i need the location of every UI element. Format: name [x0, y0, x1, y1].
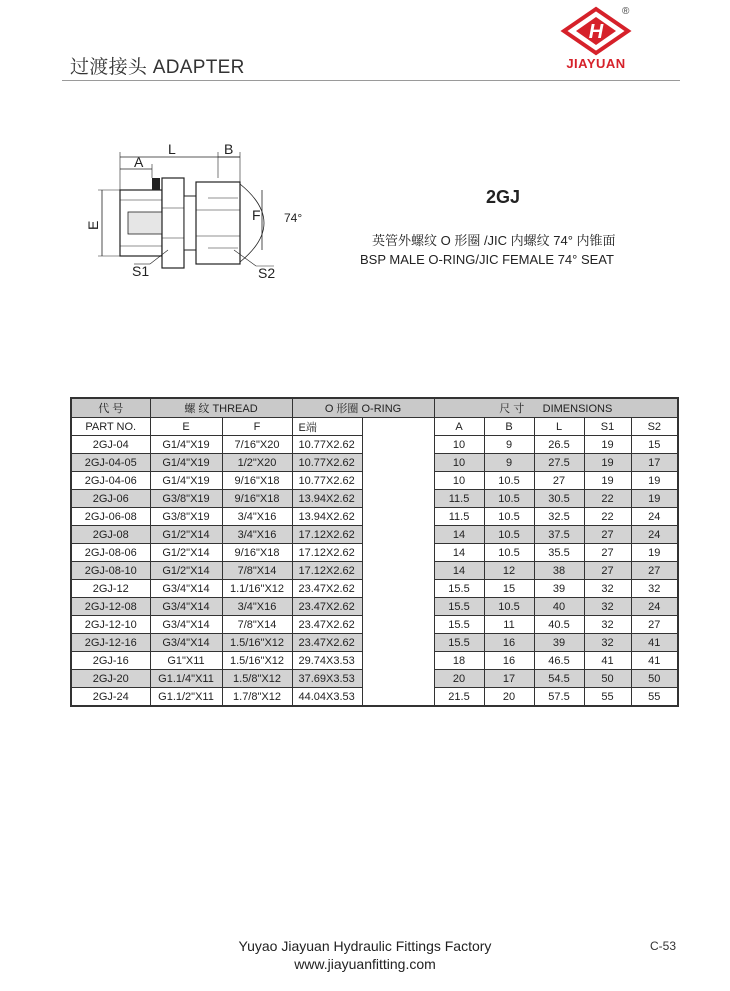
- cell-oring: 13.94X2.62: [292, 490, 362, 508]
- cell-part-no: 2GJ-20: [71, 670, 150, 688]
- cell-oring: 23.47X2.62: [292, 580, 362, 598]
- cell-s2: 19: [631, 544, 678, 562]
- cell-e: G3/8"X19: [150, 490, 222, 508]
- cell-s2: 24: [631, 508, 678, 526]
- dim-label-e: E: [85, 220, 101, 230]
- cell-gap: [362, 652, 434, 670]
- cell-s1: 27: [584, 562, 631, 580]
- brand-name: JIAYUAN: [566, 56, 626, 71]
- cell-e: G3/4"X14: [150, 580, 222, 598]
- cell-e: G1/2"X14: [150, 544, 222, 562]
- description-cn: 英管外螺纹 O 形圈 /JIC 内螺纹 74° 内锥面: [372, 233, 616, 248]
- cell-s1: 19: [584, 454, 631, 472]
- col-s1: S1: [584, 418, 631, 436]
- cell-a: 10: [434, 436, 484, 454]
- table-row: [71, 670, 678, 688]
- cell-f: 1.1/16"X12: [222, 580, 292, 598]
- cell-part-no: 2GJ-06: [71, 490, 150, 508]
- cell-b: 20: [484, 688, 534, 707]
- cell-gap: [362, 688, 434, 707]
- cell-a: 15.5: [434, 616, 484, 634]
- cell-b: 11: [484, 616, 534, 634]
- cell-b: 9: [484, 454, 534, 472]
- header-part: 代 号: [71, 398, 150, 418]
- table-row: [71, 526, 678, 544]
- col-b: B: [484, 418, 534, 436]
- footer-company: Yuyao Jiayuan Hydraulic Fittings Factory: [238, 938, 492, 954]
- cell-oring: 10.77X2.62: [292, 436, 362, 454]
- table-row: [71, 544, 678, 562]
- cell-s1: 22: [584, 508, 631, 526]
- page-number: C-53: [650, 939, 677, 953]
- cell-b: 9: [484, 436, 534, 454]
- cell-s2: 15: [631, 436, 678, 454]
- cell-gap: [362, 508, 434, 526]
- cell-l: 38: [534, 562, 584, 580]
- spec-table: [70, 397, 679, 707]
- cell-b: 16: [484, 634, 534, 652]
- logo-letter: H: [588, 21, 604, 43]
- cell-part-no: 2GJ-04-05: [71, 454, 150, 472]
- cell-b: 12: [484, 562, 534, 580]
- cell-part-no: 2GJ-08-06: [71, 544, 150, 562]
- cell-gap: [362, 634, 434, 652]
- cell-l: 39: [534, 634, 584, 652]
- col-f: F: [222, 418, 292, 436]
- cell-s1: 32: [584, 598, 631, 616]
- cell-s1: 19: [584, 436, 631, 454]
- cell-f: 3/4"X16: [222, 598, 292, 616]
- table-row: [71, 580, 678, 598]
- table-row: [71, 598, 678, 616]
- cell-f: 7/8"X14: [222, 562, 292, 580]
- cell-gap: [362, 436, 434, 454]
- cell-a: 15.5: [434, 598, 484, 616]
- cell-a: 20: [434, 670, 484, 688]
- cell-l: 26.5: [534, 436, 584, 454]
- cell-l: 32.5: [534, 508, 584, 526]
- header-divider: [62, 80, 680, 81]
- col-oring: E端: [292, 418, 362, 436]
- cell-f: 1.7/8"X12: [222, 688, 292, 707]
- cell-e: G1/2"X14: [150, 526, 222, 544]
- cell-b: 10.5: [484, 490, 534, 508]
- cell-s2: 50: [631, 670, 678, 688]
- cell-gap: [362, 490, 434, 508]
- cell-oring: 29.74X3.53: [292, 652, 362, 670]
- cell-f: 3/4"X16: [222, 508, 292, 526]
- cell-part-no: 2GJ-08: [71, 526, 150, 544]
- dim-label-angle: 74°: [284, 211, 303, 225]
- table-row: [71, 652, 678, 670]
- cell-a: 10: [434, 454, 484, 472]
- cell-e: G3/4"X14: [150, 616, 222, 634]
- cell-l: 54.5: [534, 670, 584, 688]
- cell-part-no: 2GJ-04-06: [71, 472, 150, 490]
- cell-s1: 32: [584, 634, 631, 652]
- cell-s1: 19: [584, 472, 631, 490]
- cell-a: 14: [434, 562, 484, 580]
- dim-label-a: A: [134, 154, 144, 170]
- table-row: [71, 508, 678, 526]
- cell-a: 18: [434, 652, 484, 670]
- header-dimensions: 尺 寸 DIMENSIONS: [434, 398, 678, 418]
- table-row: [71, 472, 678, 490]
- table-row: [71, 688, 678, 707]
- cell-f: 1.5/16"X12: [222, 634, 292, 652]
- cell-gap: [362, 580, 434, 598]
- cell-l: 39: [534, 580, 584, 598]
- cell-s2: 41: [631, 634, 678, 652]
- cell-b: 16: [484, 652, 534, 670]
- header-oring: O 形圈 O-RING: [292, 398, 434, 418]
- cell-f: 9/16"X18: [222, 472, 292, 490]
- cell-s2: 32: [631, 580, 678, 598]
- cell-gap: [362, 526, 434, 544]
- registered-mark: ®: [622, 6, 630, 17]
- cell-b: 10.5: [484, 508, 534, 526]
- cell-e: G1"X11: [150, 652, 222, 670]
- cell-e: G1/2"X14: [150, 562, 222, 580]
- cell-s1: 22: [584, 490, 631, 508]
- col-e: E: [150, 418, 222, 436]
- footer-website: www.jiayuanfitting.com: [294, 956, 436, 972]
- cell-oring: 37.69X3.53: [292, 670, 362, 688]
- cell-e: G1.1/4"X11: [150, 670, 222, 688]
- cell-a: 15.5: [434, 634, 484, 652]
- cell-b: 10.5: [484, 544, 534, 562]
- cell-b: 17: [484, 670, 534, 688]
- col-s2: S2: [631, 418, 678, 436]
- cell-part-no: 2GJ-24: [71, 688, 150, 707]
- cell-l: 46.5: [534, 652, 584, 670]
- cell-oring: 23.47X2.62: [292, 598, 362, 616]
- cell-s2: 19: [631, 472, 678, 490]
- cell-part-no: 2GJ-06-08: [71, 508, 150, 526]
- cell-oring: 44.04X3.53: [292, 688, 362, 707]
- cell-s2: 27: [631, 562, 678, 580]
- brand-logo: [556, 6, 636, 76]
- cell-b: 15: [484, 580, 534, 598]
- dim-label-f: F: [252, 207, 261, 223]
- dim-label-s2: S2: [258, 265, 276, 281]
- description-en: BSP MALE O-RING/JIC FEMALE 74° SEAT: [360, 252, 614, 267]
- cell-f: 9/16"X18: [222, 490, 292, 508]
- cell-s2: 17: [631, 454, 678, 472]
- cell-l: 27: [534, 472, 584, 490]
- cell-l: 27.5: [534, 454, 584, 472]
- model-code: 2GJ: [486, 187, 521, 207]
- col-part-no: PART NO.: [71, 418, 150, 436]
- cell-e: G1/4"X19: [150, 472, 222, 490]
- cell-part-no: 2GJ-08-10: [71, 562, 150, 580]
- cell-l: 30.5: [534, 490, 584, 508]
- cell-part-no: 2GJ-12-16: [71, 634, 150, 652]
- cell-s2: 41: [631, 652, 678, 670]
- table-row: [71, 490, 678, 508]
- cell-a: 10: [434, 472, 484, 490]
- cell-e: G1/4"X19: [150, 436, 222, 454]
- col-a: A: [434, 418, 484, 436]
- cell-f: 1.5/8"X12: [222, 670, 292, 688]
- cell-a: 14: [434, 526, 484, 544]
- col-gap: [362, 418, 434, 436]
- table-group-header-row: [71, 398, 678, 418]
- cell-oring: 23.47X2.62: [292, 616, 362, 634]
- cell-oring: 10.77X2.62: [292, 472, 362, 490]
- cell-oring: 10.77X2.62: [292, 454, 362, 472]
- table-row: [71, 562, 678, 580]
- cell-gap: [362, 454, 434, 472]
- cell-gap: [362, 544, 434, 562]
- cell-s1: 41: [584, 652, 631, 670]
- page-title: 过渡接头 ADAPTER: [70, 57, 245, 78]
- table-column-header-row: [71, 418, 678, 436]
- cell-part-no: 2GJ-12-10: [71, 616, 150, 634]
- cell-s2: 19: [631, 490, 678, 508]
- fitting-drawing: [85, 138, 318, 288]
- cell-s2: 24: [631, 598, 678, 616]
- cell-s1: 27: [584, 526, 631, 544]
- dim-label-s1: S1: [132, 263, 150, 279]
- table-row: [71, 616, 678, 634]
- cell-l: 37.5: [534, 526, 584, 544]
- table-row: [71, 436, 678, 454]
- cell-gap: [362, 616, 434, 634]
- cell-a: 15.5: [434, 580, 484, 598]
- cell-part-no: 2GJ-12: [71, 580, 150, 598]
- cell-b: 10.5: [484, 598, 534, 616]
- cell-part-no: 2GJ-12-08: [71, 598, 150, 616]
- cell-oring: 17.12X2.62: [292, 562, 362, 580]
- cell-e: G3/4"X14: [150, 634, 222, 652]
- cell-oring: 17.12X2.62: [292, 544, 362, 562]
- cell-a: 11.5: [434, 490, 484, 508]
- cell-l: 40: [534, 598, 584, 616]
- cell-e: G1/4"X19: [150, 454, 222, 472]
- cell-e: G3/4"X14: [150, 598, 222, 616]
- cell-s1: 50: [584, 670, 631, 688]
- cell-oring: 13.94X2.62: [292, 508, 362, 526]
- cell-f: 9/16"X18: [222, 544, 292, 562]
- table-row: [71, 634, 678, 652]
- cell-l: 40.5: [534, 616, 584, 634]
- cell-gap: [362, 670, 434, 688]
- cell-oring: 17.12X2.62: [292, 526, 362, 544]
- cell-a: 21.5: [434, 688, 484, 707]
- cell-f: 3/4"X16: [222, 526, 292, 544]
- cell-oring: 23.47X2.62: [292, 634, 362, 652]
- cell-e: G1.1/2"X11: [150, 688, 222, 707]
- cell-s1: 32: [584, 616, 631, 634]
- cell-a: 11.5: [434, 508, 484, 526]
- dim-label-l: L: [168, 141, 176, 157]
- cell-s1: 55: [584, 688, 631, 707]
- cell-s2: 24: [631, 526, 678, 544]
- header-thread: 螺 纹 THREAD: [150, 398, 292, 418]
- cell-f: 7/8"X14: [222, 616, 292, 634]
- cell-s1: 32: [584, 580, 631, 598]
- cell-s2: 55: [631, 688, 678, 707]
- cell-l: 57.5: [534, 688, 584, 707]
- cell-s2: 27: [631, 616, 678, 634]
- cell-f: 1/2"X20: [222, 454, 292, 472]
- table-row: [71, 454, 678, 472]
- col-l: L: [534, 418, 584, 436]
- cell-gap: [362, 562, 434, 580]
- cell-e: G3/8"X19: [150, 508, 222, 526]
- cell-f: 1.5/16"X12: [222, 652, 292, 670]
- cell-part-no: 2GJ-16: [71, 652, 150, 670]
- cell-l: 35.5: [534, 544, 584, 562]
- cell-a: 14: [434, 544, 484, 562]
- cell-gap: [362, 598, 434, 616]
- cell-f: 7/16"X20: [222, 436, 292, 454]
- cell-part-no: 2GJ-04: [71, 436, 150, 454]
- cell-b: 10.5: [484, 472, 534, 490]
- cell-s1: 27: [584, 544, 631, 562]
- cell-gap: [362, 472, 434, 490]
- dim-label-b: B: [224, 141, 234, 157]
- cell-b: 10.5: [484, 526, 534, 544]
